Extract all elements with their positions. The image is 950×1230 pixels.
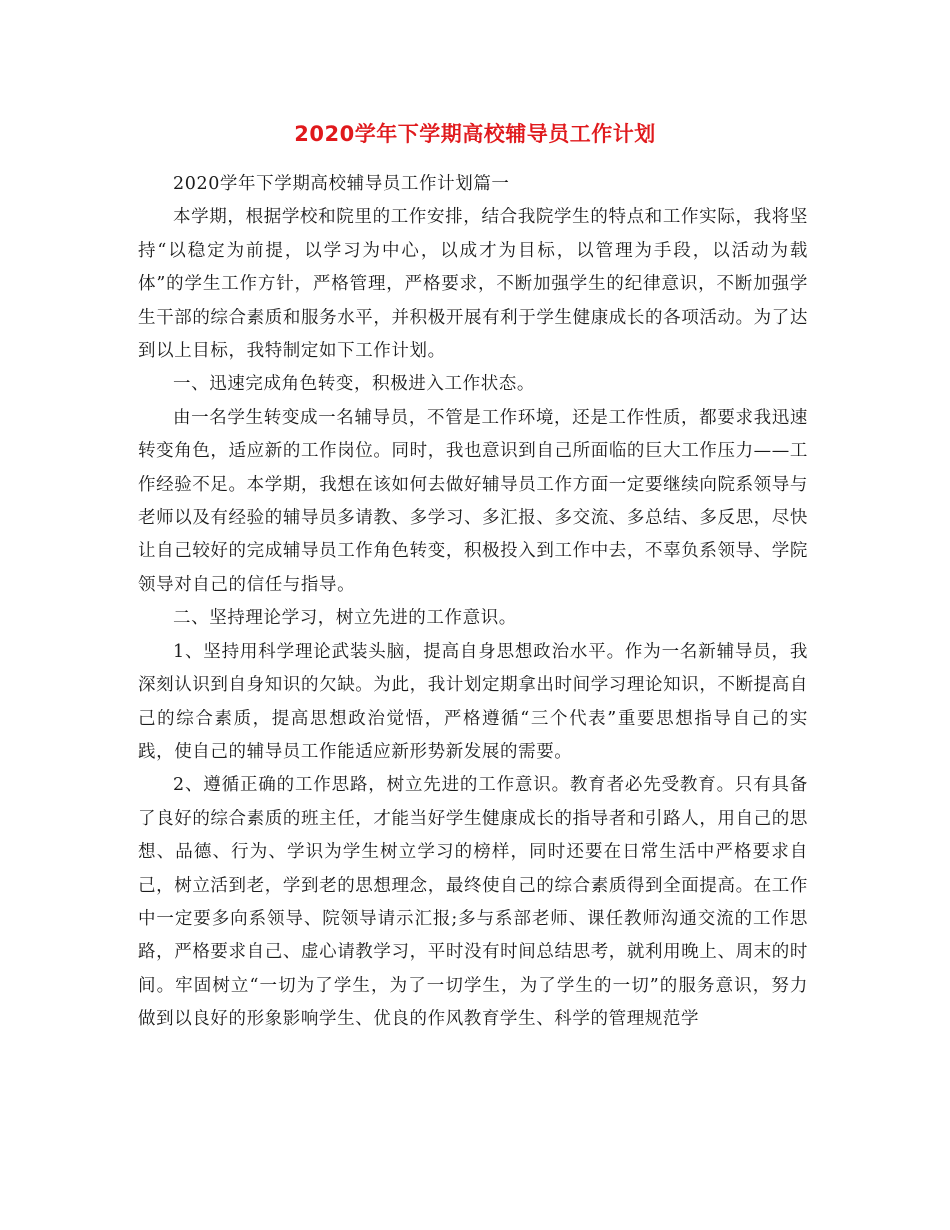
section-heading-theory-study: 二、坚持理论学习，树立先进的工作意识。 bbox=[173, 608, 517, 629]
section-heading-plan-part-one: 2020学年下学期高校辅导员工作计划篇一 bbox=[173, 174, 510, 194]
role-change-paragraph: 由一名学生转变成一名辅导员，不管是工作环境，还是工作性质，都要求我迅速转变角色，适应新的工作岗位。同时，我也意识到自己所面临的巨大工作压力——工作经验不足。本学期，我想在该如何去做好辅导员工作方面一定要继续向院系领导与老师以及有经验的辅导员多请教、多学习、多汇报、多交流、多总结、多反思，尽快让自己较好的完成辅导员工作角色转变，积极投入到工作中去，不辜负系领导、学院领导对自己的信任与指导。 bbox=[138, 407, 808, 595]
theory-study-item-1: 1、坚持用科学理论武装头脑，提高自身思想政治水平。作为一名新辅导员，我深刻认识到自身知识的欠缺。为此，我计划定期拿出时间学习理论知识，不断提高自己的综合素质，提高思想政治觉悟，严格遵循“三个代表”重要思想指导自己的实践，使自己的辅导员工作能适应新形势新发展的需要。 bbox=[138, 641, 808, 762]
theory-study-item-2: 2、遵循正确的工作思路，树立先进的工作意识。教育者必先受教育。只有具备了良好的综合素质的班主任，才能当好学生健康成长的指导者和引路人，用自己的思想、品德、行为、学识为学生树立学习的榜样，同时还要在日常生活中严格要求自己，树立活到老，学到老的思想理念，最终使自己的综合素质得到全面提高。在工作中一定要多向系领导、院领导请示汇报;多与系部老师、课任教师沟通交流的工作思路，严格要求自己、虚心请教学习，平时没有时间总结思考，就利用晚上、周末的时间。牢固树立“一切为了学生，为了一切学生，为了学生的一切”的服务意识，努力做到以良好的形象影响学生、优良的作风教育学生、科学的管理规范学 bbox=[138, 775, 808, 1030]
section-heading-role-change: 一、迅速完成角色转变，积极进入工作状态。 bbox=[173, 374, 535, 395]
document-body bbox=[138, 168, 808, 1037]
intro-paragraph: 本学期，根据学校和院里的工作安排，结合我院学生的特点和工作实际，我将坚持“以稳定为前提，以学习为中心，以成才为目标，以管理为手段，以活动为载体”的学生工作方针，严格管理，严格要求，不断加强学生的纪律意识，不断加强学生干部的综合素质和服务水平，并积极开展有利于学生健康成长的各项活动。为了达到以上目标，我特制定如下工作计划。 bbox=[138, 207, 808, 362]
document-title: 2020学年下学期高校辅导员工作计划 bbox=[294, 122, 656, 146]
